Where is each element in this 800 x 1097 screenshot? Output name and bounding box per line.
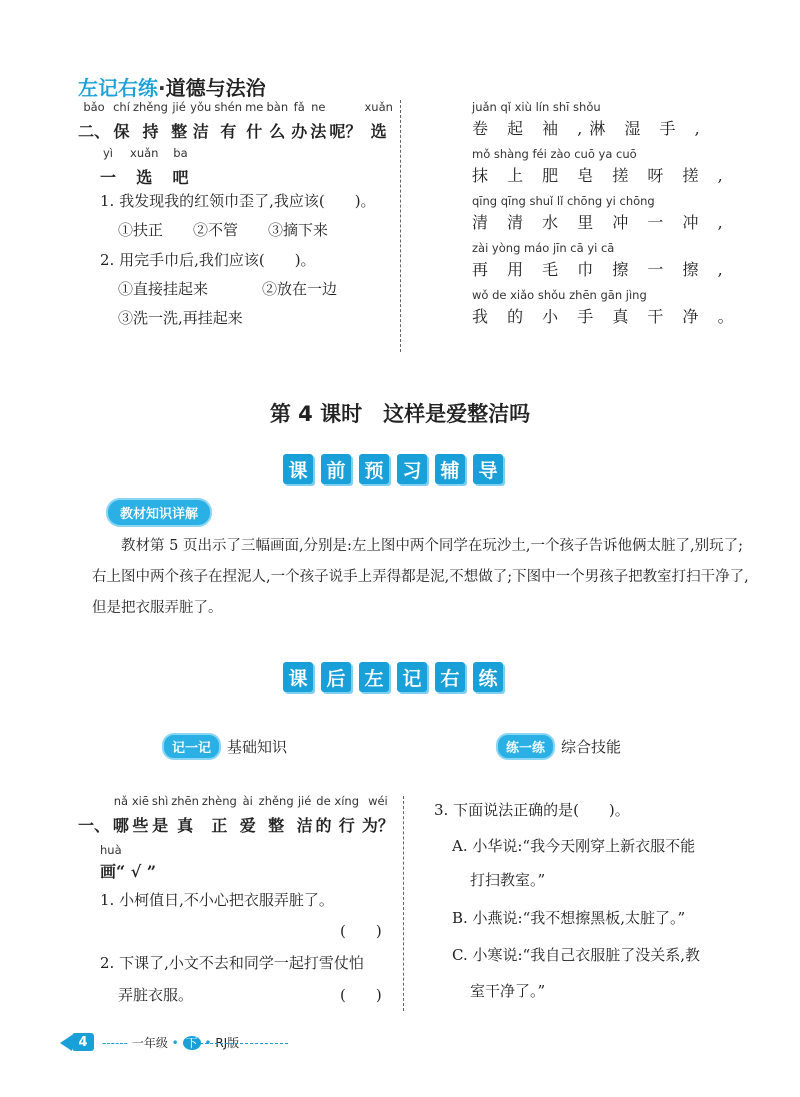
section2-pinyin: me bbox=[245, 100, 264, 114]
section2b-pinyin: yì bbox=[103, 146, 114, 160]
section1-char bbox=[202, 794, 237, 836]
section1-hanzi: 洁 bbox=[296, 816, 313, 835]
poem-line bbox=[472, 241, 741, 280]
section2-pinyin: chí bbox=[113, 100, 130, 114]
poem-hanzi: 我 的 小 手 真 干 净 。 bbox=[472, 307, 741, 326]
q3-option-c-2: 室干净了。” bbox=[470, 982, 546, 1000]
q3-option-b: B. 小燕说:“我不想擦黑板,太脏了。” bbox=[452, 909, 686, 927]
badge-textbook-explained: 教材知识详解 bbox=[106, 498, 212, 527]
banner-practice bbox=[283, 662, 503, 692]
section2-hanzi: 整 bbox=[171, 122, 188, 141]
section2-pinyin: shén bbox=[214, 100, 243, 114]
q3-option-a-1: A. 小华说:“我今天刚穿上新衣服不能 bbox=[452, 837, 696, 855]
poem-hanzi: 抹 上 肥 皂 搓 呀 搓 , bbox=[472, 166, 730, 185]
poem-pinyin: zài yòng máo jīn cā yi cā bbox=[472, 241, 615, 255]
section1-char bbox=[113, 794, 129, 836]
poem-line bbox=[472, 100, 741, 139]
brand-dot: · bbox=[158, 76, 166, 100]
q2-option-c: ③洗一洗,再挂起来 bbox=[118, 309, 243, 327]
section1-pinyin: zhěng bbox=[258, 794, 294, 808]
section2-hanzi: 二、 bbox=[78, 122, 111, 141]
poem-pinyin: qīng qīng shuǐ lǐ chōng yi chōng bbox=[472, 194, 655, 208]
section2-char bbox=[291, 100, 307, 142]
section2-char bbox=[214, 100, 242, 142]
section1-pinyin: xiē bbox=[131, 794, 149, 808]
section1-char bbox=[132, 794, 149, 836]
item1-answer-paren: ( ) bbox=[340, 922, 382, 940]
footer-volume: 下 bbox=[183, 1036, 201, 1050]
column-divider-top bbox=[400, 100, 401, 352]
section1-hanzi: 整 bbox=[268, 816, 285, 835]
section2-char bbox=[133, 100, 168, 142]
poem-line bbox=[472, 147, 741, 186]
page-number: 4 bbox=[72, 1033, 94, 1051]
banner-tile: 练 bbox=[473, 662, 503, 692]
section2b-hanzi: 一 bbox=[100, 168, 117, 187]
section1-line2 bbox=[100, 843, 156, 882]
section1-char bbox=[78, 794, 110, 836]
chip-comprehensive-skills bbox=[496, 733, 621, 760]
section2-char bbox=[310, 100, 326, 142]
section1-pinyin: de bbox=[316, 794, 331, 808]
section1-pinyin: zhèng bbox=[201, 794, 237, 808]
section1-char bbox=[152, 794, 168, 836]
footer-arrow-icon bbox=[60, 1035, 72, 1051]
section2-char bbox=[171, 100, 187, 142]
section2b-hanzi: 吧 bbox=[172, 168, 189, 187]
section1-pinyin: wéi bbox=[368, 794, 388, 808]
banner-tile: 课 bbox=[283, 662, 313, 692]
banner-tile: 前 bbox=[321, 454, 351, 484]
banner-tile: 右 bbox=[435, 662, 465, 692]
section1-hanzi: 一、 bbox=[78, 816, 111, 835]
item2-answer-paren: ( ) bbox=[340, 986, 382, 1004]
q1-options: ①扶正 ②不管 ③摘下来 bbox=[118, 221, 329, 239]
section2-char bbox=[329, 100, 361, 142]
section2b-pinyin: xuǎn bbox=[130, 146, 159, 160]
poem-line bbox=[472, 194, 741, 233]
section1-hanzi: 些 bbox=[132, 816, 149, 835]
section1-hanzi: 哪 bbox=[112, 816, 129, 835]
section1-pinyin: jié bbox=[297, 794, 312, 808]
footer-edition: RJ版 bbox=[215, 1036, 240, 1050]
banner-tile: 习 bbox=[397, 454, 427, 484]
section1-char bbox=[171, 794, 199, 836]
section1-char bbox=[240, 794, 256, 836]
q3-text: 3. 下面说法正确的是( )。 bbox=[434, 801, 630, 819]
section2-pinyin: jié bbox=[172, 100, 186, 114]
section2-hanzi: 保 bbox=[113, 122, 130, 141]
section2-pinyin: zhěng bbox=[132, 100, 168, 114]
item1-text: 1. 小柯值日,不小心把衣服弄脏了。 bbox=[100, 891, 334, 909]
section2-char bbox=[113, 100, 130, 142]
section2-hanzi: 呢？ bbox=[329, 122, 362, 141]
section1-pinyin: shì bbox=[151, 794, 169, 808]
poem-hanzi: 清 清 水 里 冲 一 冲 , bbox=[472, 213, 730, 232]
section1-char bbox=[334, 794, 359, 836]
item2-text-a: 2. 下课了,小文不去和同学一起打雪仗怕 bbox=[100, 954, 364, 972]
section1-line2-pinyin: huà bbox=[100, 843, 122, 857]
header-brand bbox=[78, 72, 266, 101]
section1-hanzi: 行 bbox=[338, 816, 355, 835]
section2-char bbox=[190, 100, 211, 142]
section2-hanzi: 选 bbox=[370, 122, 387, 141]
footer-dashed-line bbox=[200, 1043, 288, 1044]
section2-hanzi: 什 bbox=[246, 122, 263, 141]
banner-preview bbox=[283, 454, 503, 484]
section2-hanzi: 法 bbox=[310, 122, 327, 141]
q3-option-c-1: C. 小寒说:“我自己衣服脏了没关系,教 bbox=[452, 946, 700, 964]
banner-tile: 后 bbox=[321, 662, 351, 692]
section2b-hanzi: 选 bbox=[136, 168, 153, 187]
poem-pinyin: juǎn qǐ xiù lín shī shǒu bbox=[472, 100, 601, 114]
poem-pinyin: wǒ de xiǎo shǒu zhēn gān jìng bbox=[472, 288, 647, 302]
q2-option-a: ①直接挂起来 bbox=[118, 280, 209, 298]
banner-tile: 导 bbox=[473, 454, 503, 484]
chip-right-text: 综合技能 bbox=[561, 738, 622, 756]
section1-hanzi: 是 bbox=[152, 816, 169, 835]
section1-hanzi: 正 bbox=[211, 816, 228, 835]
section2-hanzi: 有 bbox=[220, 122, 237, 141]
section2-hanzi: 洁 bbox=[192, 122, 209, 141]
banner-tile: 记 bbox=[397, 662, 427, 692]
section2-hanzi: 持 bbox=[142, 122, 159, 141]
section2-pinyin: ne bbox=[311, 100, 326, 114]
banner-tile: 预 bbox=[359, 454, 389, 484]
chip-left-text: 基础知识 bbox=[227, 738, 288, 756]
chip-left-pill: 记一记 bbox=[162, 733, 221, 760]
section1-pinyin: nǎ bbox=[113, 794, 129, 808]
section1-hanzi: 的 bbox=[315, 816, 332, 835]
section1-hanzi: 真 bbox=[177, 816, 194, 835]
section1-pinyin: ài bbox=[242, 794, 253, 808]
section1-pinyin: xíng bbox=[334, 794, 359, 808]
section2-line2 bbox=[100, 146, 188, 188]
section2b-char bbox=[172, 146, 188, 188]
section2-pinyin: bàn bbox=[266, 100, 289, 114]
section2-pinyin: fǎ bbox=[293, 100, 305, 114]
poem-hanzi: 卷 起 袖 ,淋 湿 手 , bbox=[472, 119, 707, 138]
q2-text: 2. 用完手巾后,我们应该( )。 bbox=[100, 251, 316, 269]
section2-line1 bbox=[78, 100, 393, 142]
q1-text: 1. 我发现我的红领巾歪了,我应该( )。 bbox=[100, 192, 376, 210]
section1-hanzi: 为？ bbox=[361, 816, 394, 835]
section2-hanzi: 么 bbox=[269, 122, 286, 141]
subject-name: 道德与法治 bbox=[165, 76, 266, 100]
section2-hanzi: 办 bbox=[291, 122, 308, 141]
chip-right-pill: 练一练 bbox=[496, 733, 555, 760]
poem-pinyin: mǒ shàng féi zào cuō ya cuō bbox=[472, 147, 637, 161]
banner-tile: 课 bbox=[283, 454, 313, 484]
section1-line2-hanzi: 画“ √ ” bbox=[100, 862, 157, 881]
section2-pinyin: bǎo bbox=[83, 100, 105, 114]
section2-char bbox=[78, 100, 110, 142]
section2-char bbox=[364, 100, 392, 142]
section1-hanzi: 爱 bbox=[239, 816, 256, 835]
q3-option-a-2: 打扫教室。” bbox=[470, 871, 546, 889]
section1-char bbox=[259, 794, 294, 836]
section1-char bbox=[315, 794, 331, 836]
section2b-pinyin: ba bbox=[173, 146, 188, 160]
poem-hanzi: 再 用 毛 巾 擦 一 擦 , bbox=[472, 260, 730, 279]
banner-tile: 左 bbox=[359, 662, 389, 692]
section2-pinyin: yǒu bbox=[190, 100, 212, 114]
footer-grade-info: ------ 一年级 • 下 • RJ版 bbox=[102, 1036, 240, 1050]
section1-char bbox=[297, 794, 313, 836]
section2-char bbox=[266, 100, 288, 142]
section1-pinyin: zhēn bbox=[171, 794, 199, 808]
lesson-title: 第 4 课时 这样是爱整洁吗 bbox=[269, 402, 531, 426]
explanation-paragraph: 教材第 5 页出示了三幅画面,分别是:左上图中两个同学在玩沙土,一个孩子告诉他俩太脏了,别玩了;右上图中两个孩子在捏泥人,一个孩子说手上弄得都是泥,不想做了;下图中一个男孩子把教室打扫干净了,但是把衣服弄脏了。 bbox=[92, 538, 749, 616]
section2b-char bbox=[100, 146, 116, 188]
section1-char bbox=[362, 794, 394, 836]
item2-text-b: 弄脏衣服。 bbox=[118, 986, 194, 1004]
footer-grade: 一年级 bbox=[131, 1036, 168, 1050]
section2b-char bbox=[130, 146, 158, 188]
section2-char bbox=[245, 100, 263, 142]
chip-basic-knowledge bbox=[162, 733, 287, 760]
column-divider-bottom bbox=[403, 796, 404, 1011]
q2-option-b: ②放在一边 bbox=[262, 280, 338, 298]
section2-pinyin: xuǎn bbox=[364, 100, 393, 114]
poem-line bbox=[472, 288, 741, 327]
section1-line1 bbox=[78, 794, 394, 836]
banner-tile: 辅 bbox=[435, 454, 465, 484]
brand-name: 左记右练 bbox=[78, 76, 158, 100]
poem bbox=[472, 100, 741, 335]
